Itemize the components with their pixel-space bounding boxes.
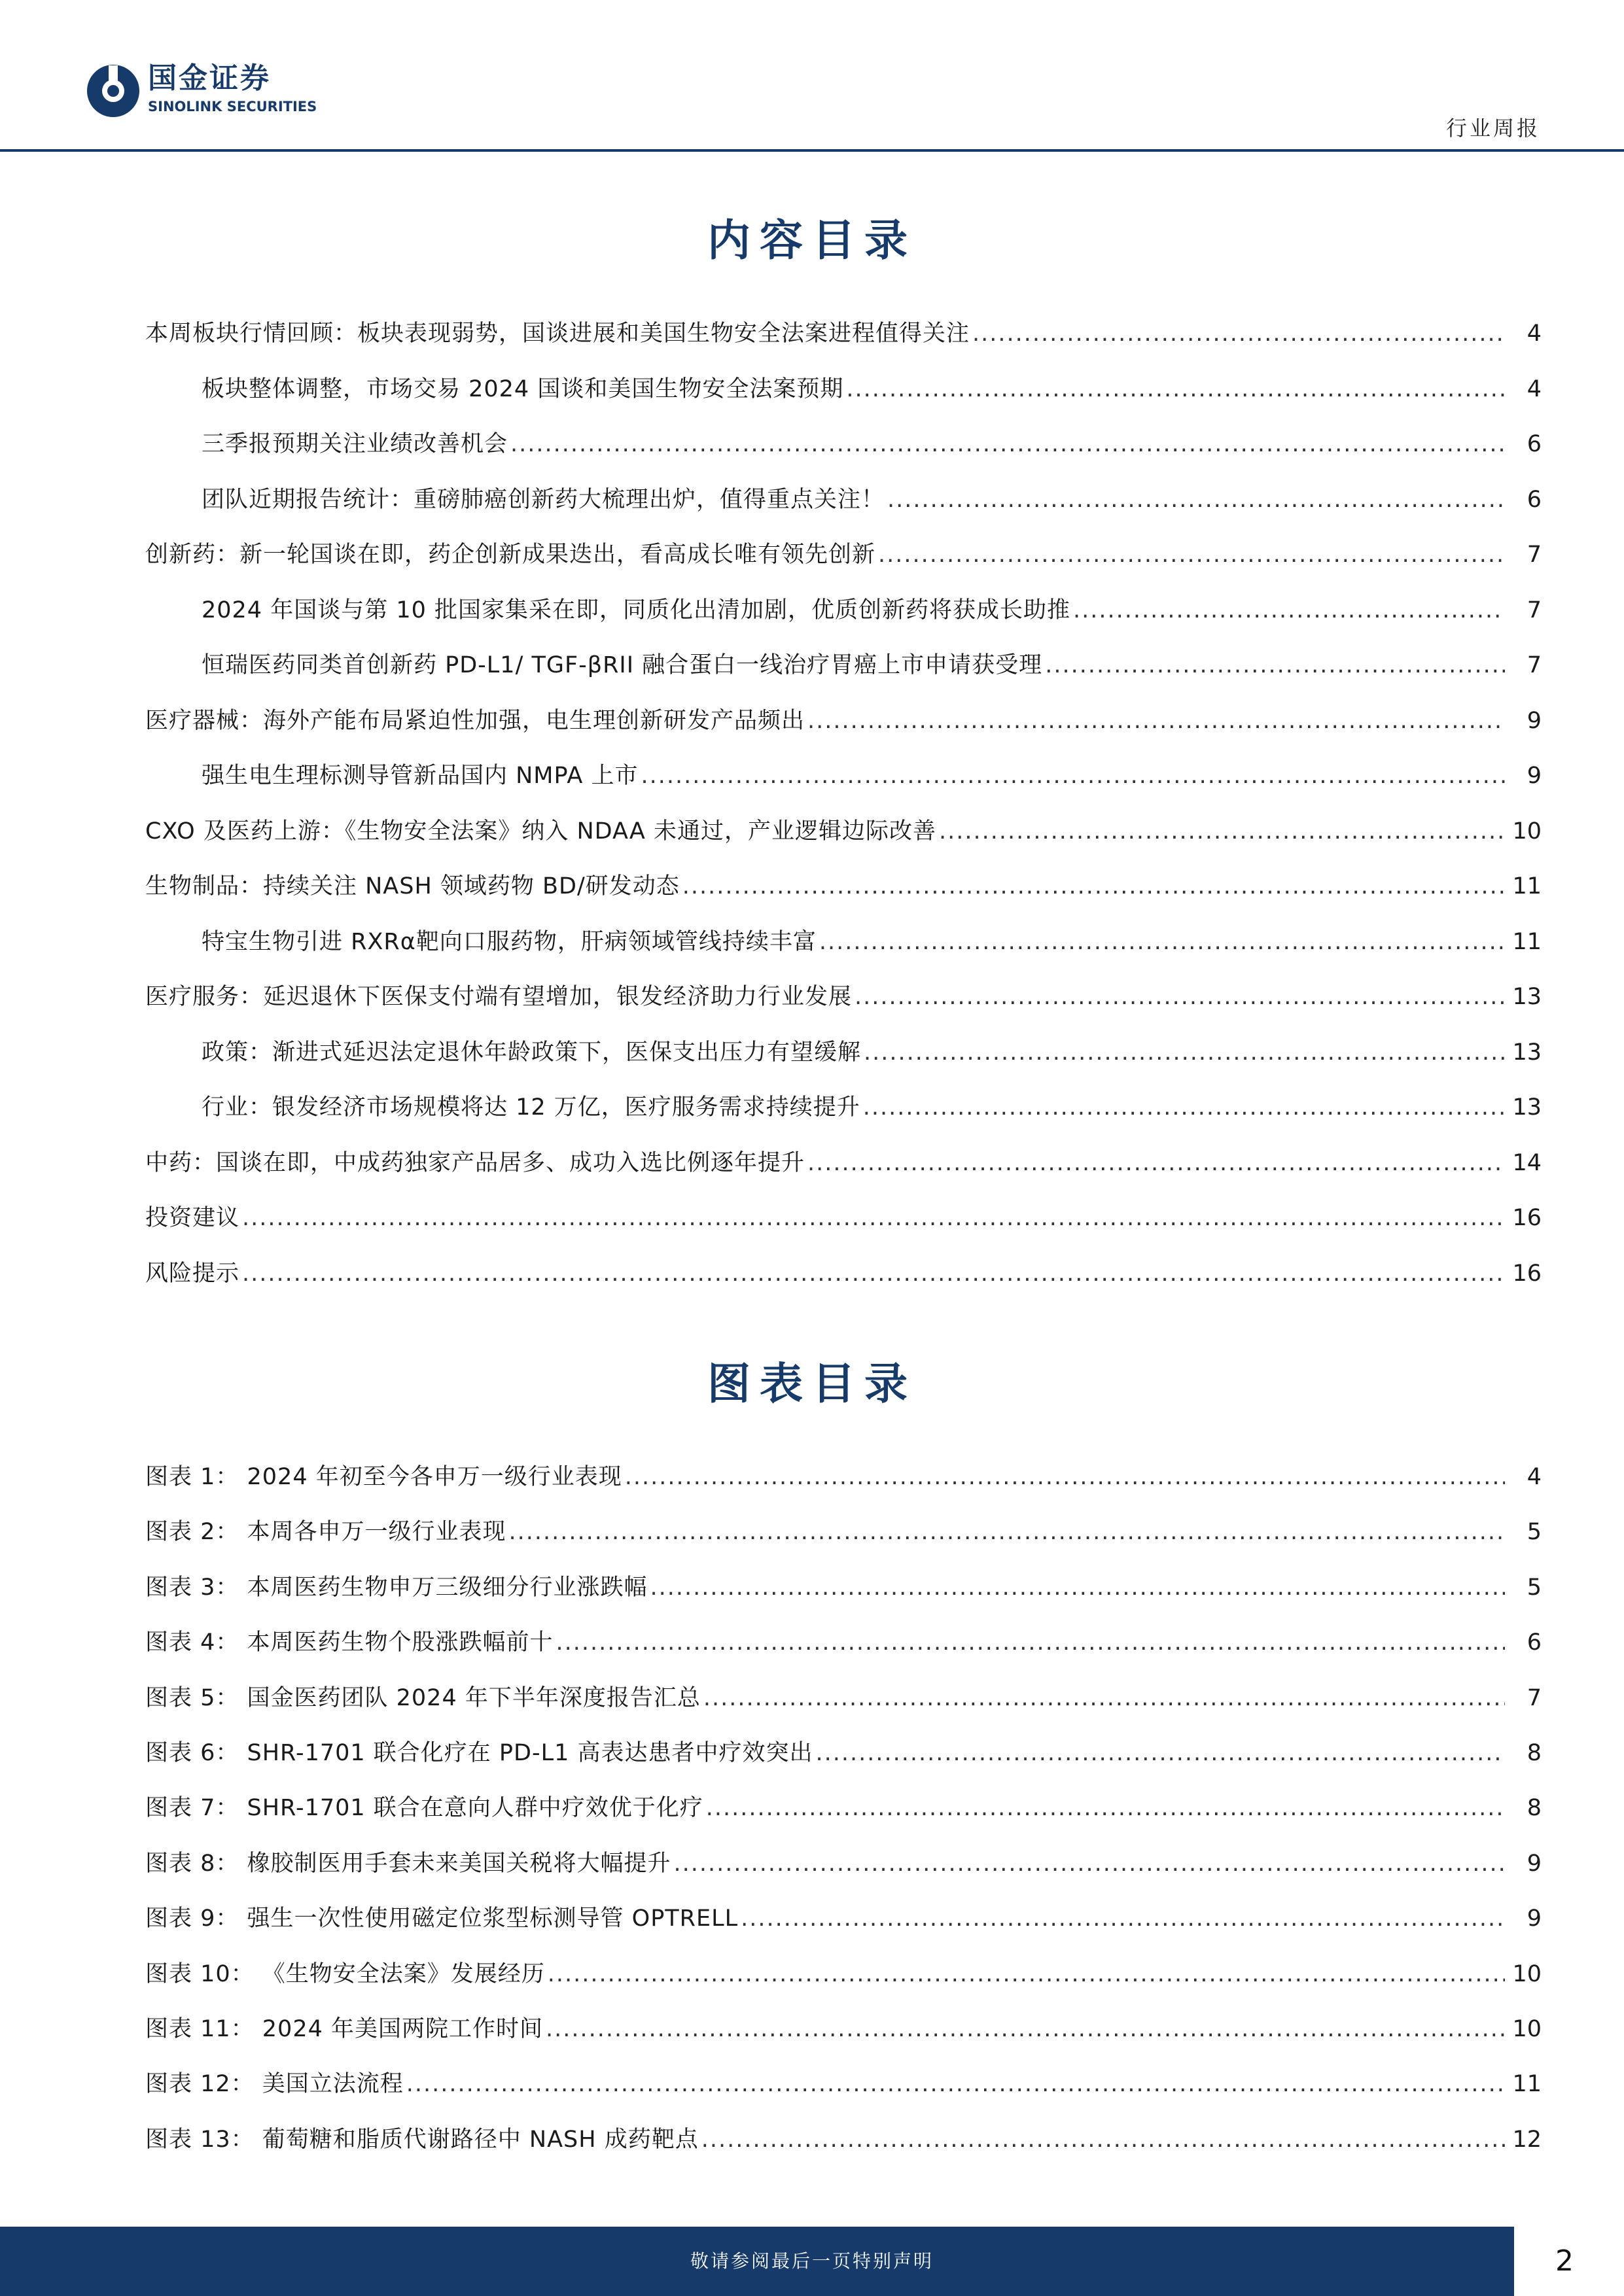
- toc-entry-text: 政策：渐进式延迟法定退休年龄政策下，医保支出压力有望缓解: [202, 1039, 862, 1066]
- toc-leader-dots: [706, 1792, 1505, 1824]
- toc-leader-dots: [939, 816, 1505, 847]
- toc-entry-page: 6: [1527, 431, 1542, 457]
- toc-entry[interactable]: [145, 1903, 1542, 1934]
- toc-entry[interactable]: [145, 1682, 1542, 1714]
- toc-entry-text: 强生电生理标测导管新品国内 NMPA 上市: [202, 763, 639, 789]
- footer-notice: 敬请参阅最后一页特别声明: [690, 2250, 934, 2272]
- toc-entry[interactable]: [145, 1572, 1542, 1603]
- toc-entry-page: 10: [1512, 2016, 1542, 2042]
- toc-entry-text: 图表 4： 本周医药生物个股涨跌幅前十: [145, 1629, 554, 1656]
- toc-entry-text: 行业：银发经济市场规模将达 12 万亿，医疗服务需求持续提升: [202, 1094, 860, 1121]
- contents-title: 内容目录: [707, 215, 917, 266]
- toc-leader-dots: [674, 1848, 1505, 1879]
- toc-entry[interactable]: [145, 1461, 1542, 1493]
- toc-leader-dots: [846, 374, 1505, 405]
- toc-leader-dots: [1073, 595, 1505, 626]
- toc-entry-text: CXO 及医药上游：《生物安全法案》纳入 NDAA 未通过，产业逻辑边际改善: [145, 818, 936, 844]
- toc-entry[interactable]: [202, 595, 1542, 626]
- toc-leader-dots: [816, 1737, 1506, 1769]
- toc-entry-text: 图表 6： SHR-1701 联合化疗在 PD-L1 高表达患者中疗效突出: [145, 1740, 813, 1766]
- page-header: [0, 0, 1624, 157]
- sinolink-logo-icon: [85, 63, 141, 119]
- toc-entry-text: 特宝生物引进 RXRα靶向口服药物，肝病领域管线持续丰富: [202, 928, 817, 955]
- toc-entry-text: 图表 5： 国金医药团队 2024 年下半年深度报告汇总: [145, 1684, 701, 1711]
- page-number: 2: [1555, 2244, 1574, 2278]
- toc-entry-text: 中药：国谈在即，中成药独家产品居多、成功入选比例逐年提升: [145, 1149, 805, 1176]
- toc-leader-dots: [887, 484, 1505, 515]
- toc-entry[interactable]: [145, 539, 1542, 570]
- toc-entry-page: 5: [1527, 1574, 1542, 1601]
- toc-entry-text: 2024 年国谈与第 10 批国家集采在即，同质化出清加剧，优质创新药将获成长助推: [202, 597, 1070, 623]
- toc-entry-page: 16: [1512, 1260, 1542, 1287]
- toc-entry[interactable]: [145, 1848, 1542, 1879]
- toc-entry[interactable]: [202, 1037, 1542, 1068]
- toc-leader-dots: [741, 1903, 1505, 1934]
- toc-entry-page: 4: [1527, 1464, 1542, 1490]
- toc-entry[interactable]: [145, 1202, 1542, 1234]
- toc-entry-text: 投资建议: [145, 1205, 240, 1231]
- toc-entry[interactable]: [145, 318, 1542, 349]
- figures-title: 图表目录: [707, 1358, 917, 1409]
- toc-entry[interactable]: [145, 1627, 1542, 1658]
- toc-entry-page: 11: [1512, 873, 1542, 899]
- toc-entry[interactable]: [202, 428, 1542, 460]
- toc-entry-page: 16: [1512, 1205, 1542, 1231]
- toc-leader-dots: [855, 981, 1505, 1013]
- toc-leader-dots: [701, 2124, 1505, 2155]
- toc-leader-dots: [406, 2068, 1505, 2100]
- toc-entry-text: 医疗器械：海外产能布局紧迫性加强，电生理创新研发产品频出: [145, 707, 805, 734]
- toc-entry-text: 图表 10： 《生物安全法案》发展经历: [145, 1960, 545, 1987]
- toc-leader-dots: [650, 1572, 1505, 1603]
- toc-entry-text: 图表 9： 强生一次性使用磁定位浆型标测导管 OPTRELL: [145, 1905, 739, 1932]
- toc-entry-page: 9: [1527, 707, 1542, 734]
- toc-leader-dots: [242, 1202, 1505, 1234]
- toc-entry[interactable]: [145, 1958, 1542, 1990]
- toc-leader-dots: [864, 1037, 1505, 1068]
- toc-entry-text: 图表 3： 本周医药生物申万三级细分行业涨跌幅: [145, 1574, 648, 1601]
- toc-entry-page: 7: [1527, 597, 1542, 623]
- toc-leader-dots: [641, 760, 1505, 791]
- toc-entry[interactable]: [145, 2068, 1542, 2100]
- toc-entry-page: 9: [1527, 1850, 1542, 1877]
- toc-entry[interactable]: [145, 2124, 1542, 2155]
- toc-leader-dots: [242, 1258, 1505, 1289]
- toc-leader-dots: [509, 1516, 1505, 1548]
- toc-leader-dots: [510, 428, 1505, 460]
- toc-entry-page: 7: [1527, 542, 1542, 568]
- toc-leader-dots: [972, 318, 1505, 349]
- toc-leader-dots: [878, 539, 1505, 570]
- toc-entry-text: 图表 1： 2024 年初至今各申万一级行业表现: [145, 1464, 622, 1490]
- toc-leader-dots: [807, 705, 1505, 737]
- toc-entry-page: 5: [1527, 1519, 1542, 1546]
- toc-entry-page: 11: [1512, 2071, 1542, 2098]
- report-type: 行业周报: [1445, 116, 1540, 141]
- toc-entry-page: 7: [1527, 1684, 1542, 1711]
- toc-entry-page: 7: [1527, 652, 1542, 678]
- toc-leader-dots: [703, 1682, 1505, 1714]
- header-divider: [0, 149, 1624, 152]
- toc-entry[interactable]: [145, 705, 1542, 737]
- toc-entry[interactable]: [145, 871, 1542, 902]
- toc-entry-text: 医疗服务：延迟退休下医保支付端有望增加，银发经济助力行业发展: [145, 984, 853, 1010]
- toc-entry-page: 6: [1527, 486, 1542, 513]
- toc-entry-text: 团队近期报告统计：重磅肺癌创新药大梳理出炉，值得重点关注！: [202, 486, 885, 513]
- toc-entry-text: 图表 2： 本周各申万一级行业表现: [145, 1519, 506, 1546]
- toc-entry[interactable]: [145, 2013, 1542, 2045]
- toc-entry-page: 14: [1512, 1149, 1542, 1176]
- toc-entry-text: 三季报预期关注业绩改善机会: [202, 431, 508, 457]
- toc-entry-page: 9: [1527, 1905, 1542, 1932]
- toc-entry[interactable]: [202, 484, 1542, 515]
- toc-entry[interactable]: [202, 926, 1542, 958]
- toc-entry-page: 10: [1512, 818, 1542, 844]
- toc-entry-page: 13: [1512, 1039, 1542, 1066]
- toc-entry-text: 图表 8： 橡胶制医用手套未来美国关税将大幅提升: [145, 1850, 671, 1877]
- toc-entry[interactable]: [202, 374, 1542, 405]
- toc-leader-dots: [682, 871, 1505, 902]
- toc-leader-dots: [863, 1092, 1505, 1123]
- toc-leader-dots: [1045, 650, 1505, 681]
- toc-entry-text: 板块整体调整，市场交易 2024 国谈和美国生物安全法案预期: [202, 375, 844, 402]
- toc-entry-text: 风险提示: [145, 1260, 240, 1287]
- toc-leader-dots: [546, 2013, 1505, 2045]
- toc-entry-page: 8: [1527, 1740, 1542, 1766]
- toc-leader-dots: [625, 1461, 1505, 1493]
- toc-entry-page: 13: [1512, 1094, 1542, 1121]
- toc-entry[interactable]: [145, 981, 1542, 1013]
- toc-entry-page: 6: [1527, 1629, 1542, 1656]
- toc-entry-text: 图表 11： 2024 年美国两院工作时间: [145, 2016, 543, 2042]
- toc-entry-text: 本周板块行情回顾：板块表现弱势，国谈进展和美国生物安全法案进程值得关注: [145, 321, 970, 347]
- toc-entry[interactable]: [145, 816, 1542, 847]
- toc-leader-dots: [807, 1147, 1505, 1179]
- logo-english-name: SINOLINK SECURITIES: [148, 99, 317, 114]
- toc-entry-page: 10: [1512, 1960, 1542, 1987]
- toc-entry[interactable]: [145, 1147, 1542, 1179]
- toc-entry-text: 图表 12： 美国立法流程: [145, 2071, 404, 2098]
- toc-entry-text: 图表 7： SHR-1701 联合在意向人群中疗效优于化疗: [145, 1795, 703, 1822]
- toc-entry[interactable]: [202, 650, 1542, 681]
- toc-entry-text: 图表 13： 葡萄糖和脂质代谢路径中 NASH 成药靶点: [145, 2126, 699, 2153]
- toc-entry-page: 8: [1527, 1795, 1542, 1822]
- toc-leader-dots: [548, 1958, 1505, 1990]
- toc-entry-text: 恒瑞医药同类首创新药 PD-L1/ TGF-βRII 融合蛋白一线治疗胃癌上市申请获受理: [202, 652, 1043, 678]
- page-footer: [0, 2227, 1624, 2296]
- toc-entry[interactable]: [202, 760, 1542, 791]
- toc-entry-page: 9: [1527, 763, 1542, 789]
- toc-entry[interactable]: [145, 1258, 1542, 1289]
- toc-entry[interactable]: [202, 1092, 1542, 1123]
- toc-leader-dots: [556, 1627, 1505, 1658]
- toc-entry[interactable]: [145, 1516, 1542, 1548]
- toc-entry-text: 生物制品：持续关注 NASH 领域药物 BD/研发动态: [145, 873, 680, 899]
- toc-entry-page: 4: [1527, 321, 1542, 347]
- toc-entry-text: 创新药：新一轮国谈在即，药企创新成果迭出，看高成长唯有领先创新: [145, 542, 876, 568]
- logo-chinese-name: 国金证券: [148, 61, 271, 95]
- toc-entry[interactable]: [145, 1737, 1542, 1769]
- toc-entry-page: 11: [1512, 928, 1542, 955]
- toc-entry[interactable]: [145, 1792, 1542, 1824]
- toc-entry-page: 12: [1512, 2126, 1542, 2153]
- toc-entry-page: 4: [1527, 375, 1542, 402]
- toc-entry-page: 13: [1512, 984, 1542, 1010]
- toc-leader-dots: [819, 926, 1505, 958]
